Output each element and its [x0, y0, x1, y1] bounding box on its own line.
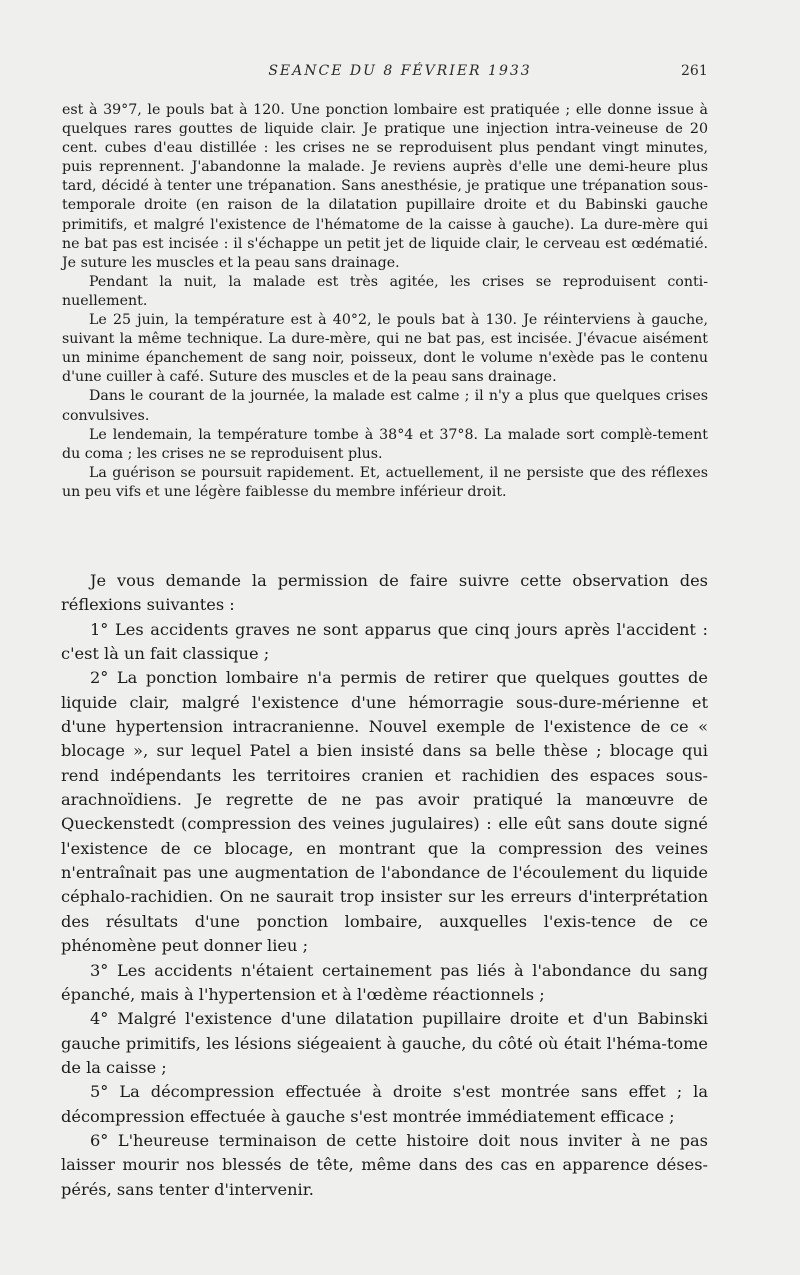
running-title: SEANCE DU 8 FÉVRIER 1933	[268, 63, 532, 79]
numbered-point: 1° Les accidents graves ne sont apparus que cinq jours après l'accident : c'est là un fait classique ;	[61, 619, 708, 664]
paragraph: Le 25 juin, la température est à 40°2, le pouls bat à 130. Je réinterviens à gauche, suivant la même technique. La dure-mère, qui ne bat pas, est incisée. J'évacue aisément un minime épanchement de sang noir, poisseux, dont le volume n'exède pas le contenu d'une cuiller à café. Suture des muscles et de la peau sans drainage.	[62, 312, 708, 386]
paragraph: est à 39°7, le pouls bat à 120. Une ponction lombaire est pratiquée ; elle donne issue à quelques rares gouttes de liquide clair. Je pratique une injection intra-veineuse de 20 cent. cubes d'eau distillée : les crises ne se reproduisent plus pendant vingt minutes, puis reprennent. J'abandonne la malade. Je reviens auprès d'elle une demi-heure plus tard, décidé à tenter une trépanation. Sans anesthésie, je pratique une trépanation sous-temporale droite (en raison de la dilatation pupillaire droite et du Babinski gauche primitifs, et malgré l'existence de l'hématome de la caisse à gauche). La dure-mère qui ne bat pas est incisée : il s'échappe un petit jet de liquide clair, le cerveau est œdématié. Je suture les muscles et la peau sans drainage.	[62, 102, 708, 271]
paragraph: Le lendemain, la température tombe à 38°4 et 37°8. La malade sort complè-tement du coma ; les crises ne se reproduisent plus.	[62, 426, 708, 462]
paragraph: Je vous demande la permission de faire suivre cette observation des réflexions suivantes :	[61, 571, 708, 615]
paragraph: Pendant la nuit, la malade est très agitée, les crises se reproduisent conti-nuellement.	[62, 273, 708, 309]
numbered-point: 5° La décompression effectuée à droite s'est montrée sans effet ; la décompression effectuée à gauche s'est montrée immédiatement efficace ;	[61, 1082, 708, 1126]
numbered-point: 3° Les accidents n'étaient certainement pas liés à l'abondance du sang épanché, mais à l'hypertension et à l'œdème réactionnels ;	[61, 960, 708, 1004]
discussion-text	[61, 569, 708, 1202]
numbered-point: 4° Malgré l'existence d'une dilatation pupillaire droite et d'un Babinski gauche primitifs, les lésions siégeaient à gauche, du côté où était l'héma-tome de la caisse ;	[61, 1009, 708, 1077]
paragraph: La guérison se poursuit rapidement. Et, actuellement, il ne persiste que des réflexes un peu vifs et une légère faiblesse du membre inférieur droit.	[62, 464, 708, 500]
numbered-point: 6° L'heureuse terminaison de cette histoire doit nous inviter à ne pas laisser mourir nos blessés de tête, même dans des cas en apparence déses-pérés, sans tenter d'intervenir.	[61, 1130, 708, 1199]
numbered-point: 2° La ponction lombaire n'a permis de retirer que quelques gouttes de liquide clair, malgré l'existence d'une hémorragie sous-dure-mérienne et d'une hypertension intracranienne. Nouvel exemple de l'existence de ce « blocage », sur lequel Patel a bien insisté dans sa belle thèse ; blocage qui rend indépendants les territoires cranien et rachidien des espaces sous-arachnoïdiens. Je regrette de ne pas avoir pratiqué la manœuvre de Queckenstedt (compression des veines jugulaires) : elle eût sans doute signé l'existence de ce blocage, en montrant que la compression des veines n'entraînait pas une augmentation de l'abondance de l'écoulement du liquide céphalo-rachidien. On ne saurait trop insister sur les erreurs d'interprétation des résultats d'une ponction lombaire, auxquelles l'exis-tence de ce phénomène peut donner lieu ;	[61, 668, 708, 956]
case-observation-text	[62, 101, 708, 502]
page-number: 261	[681, 63, 708, 79]
paragraph: Dans le courant de la journée, la malade est calme ; il n'y a plus que quelques crises convulsives.	[62, 388, 708, 424]
